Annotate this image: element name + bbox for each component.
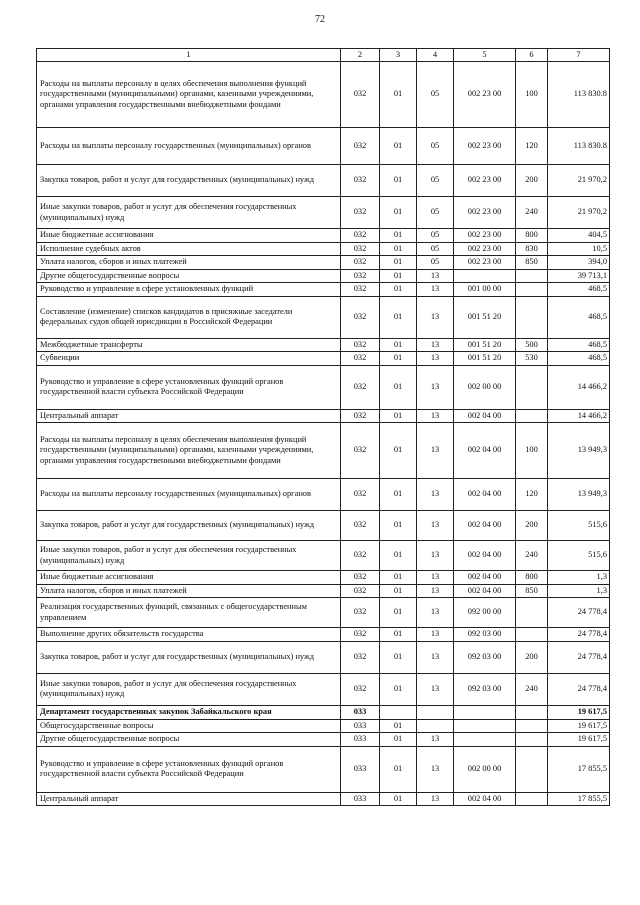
table-row xyxy=(37,229,610,243)
row-amount: 19 617,5 xyxy=(548,719,610,733)
row-amount: 39 713,1 xyxy=(548,269,610,283)
row-description: Центральный аппарат xyxy=(37,409,341,423)
row-code-admin: 032 xyxy=(341,541,380,571)
row-code-admin: 032 xyxy=(341,365,380,409)
row-code-expense-type: 100 xyxy=(516,423,548,479)
table-body xyxy=(37,62,610,806)
table-row xyxy=(37,479,610,511)
row-code-target: 002 23 00 xyxy=(454,165,516,197)
row-amount: 24 778,4 xyxy=(548,641,610,673)
row-code-expense-type: 100 xyxy=(516,62,548,128)
row-code-expense-type xyxy=(516,283,548,297)
row-amount: 468,5 xyxy=(548,283,610,297)
row-amount: 19 617,5 xyxy=(548,705,610,719)
row-code-target: 002 04 00 xyxy=(454,511,516,541)
row-code-expense-type xyxy=(516,719,548,733)
row-code-target: 002 04 00 xyxy=(454,479,516,511)
row-code-admin: 032 xyxy=(341,584,380,598)
row-description: Руководство и управление в сфере установленных функций органов государственной власти субъекта Российской Федерации xyxy=(37,746,341,792)
row-amount: 1,3 xyxy=(548,571,610,585)
row-code-section: 01 xyxy=(380,598,417,628)
row-description: Общегосударственные вопросы xyxy=(37,719,341,733)
row-code-expense-type: 240 xyxy=(516,541,548,571)
row-code-target: 002 23 00 xyxy=(454,128,516,165)
row-description: Расходы на выплаты персоналу государственных (муниципальных) органов xyxy=(37,479,341,511)
row-code-admin: 032 xyxy=(341,409,380,423)
row-code-section: 01 xyxy=(380,746,417,792)
row-description: Иные бюджетные ассигнования xyxy=(37,571,341,585)
row-description: Иные закупки товаров, работ и услуг для обеспечения государственных (муниципальных) нужд xyxy=(37,541,341,571)
row-code-expense-type xyxy=(516,365,548,409)
row-code-subsection xyxy=(417,719,454,733)
row-amount: 24 778,4 xyxy=(548,598,610,628)
row-code-section: 01 xyxy=(380,479,417,511)
row-code-section: 01 xyxy=(380,165,417,197)
row-code-section xyxy=(380,705,417,719)
row-code-target: 002 23 00 xyxy=(454,62,516,128)
row-amount: 515,6 xyxy=(548,541,610,571)
row-code-admin: 033 xyxy=(341,719,380,733)
row-code-section: 01 xyxy=(380,792,417,806)
row-code-section: 01 xyxy=(380,365,417,409)
budget-table xyxy=(36,48,610,806)
row-amount: 14 466,2 xyxy=(548,409,610,423)
row-code-target: 002 23 00 xyxy=(454,256,516,270)
row-code-target: 002 04 00 xyxy=(454,571,516,585)
row-code-section: 01 xyxy=(380,62,417,128)
row-code-subsection: 05 xyxy=(417,256,454,270)
row-code-subsection: 13 xyxy=(417,479,454,511)
row-code-target: 001 00 00 xyxy=(454,283,516,297)
row-code-target xyxy=(454,269,516,283)
row-code-section: 01 xyxy=(380,229,417,243)
row-amount: 1,3 xyxy=(548,584,610,598)
row-description: Другие общегосударственные вопросы xyxy=(37,269,341,283)
row-code-subsection: 05 xyxy=(417,165,454,197)
row-code-expense-type xyxy=(516,269,548,283)
row-code-expense-type: 240 xyxy=(516,197,548,229)
table-row xyxy=(37,571,610,585)
row-code-section: 01 xyxy=(380,352,417,366)
row-code-target: 002 04 00 xyxy=(454,792,516,806)
table-row xyxy=(37,792,610,806)
row-code-admin: 032 xyxy=(341,229,380,243)
table-row xyxy=(37,197,610,229)
row-code-section: 01 xyxy=(380,541,417,571)
row-description: Расходы на выплаты персоналу государственных (муниципальных) органов xyxy=(37,128,341,165)
row-description: Межбюджетные трансферты xyxy=(37,338,341,352)
row-code-subsection: 13 xyxy=(417,746,454,792)
table-row xyxy=(37,541,610,571)
row-code-section: 01 xyxy=(380,409,417,423)
row-description: Закупка товаров, работ и услуг для государственных (муниципальных) нужд xyxy=(37,641,341,673)
row-code-subsection: 13 xyxy=(417,365,454,409)
row-description: Другие общегосударственные вопросы xyxy=(37,733,341,747)
row-code-target: 002 04 00 xyxy=(454,423,516,479)
row-code-expense-type: 500 xyxy=(516,338,548,352)
row-code-section: 01 xyxy=(380,296,417,338)
row-code-target: 002 04 00 xyxy=(454,541,516,571)
row-code-target: 002 04 00 xyxy=(454,409,516,423)
row-description: Руководство и управление в сфере установленных функций xyxy=(37,283,341,297)
row-code-section: 01 xyxy=(380,641,417,673)
table-row xyxy=(37,256,610,270)
row-amount: 21 970,2 xyxy=(548,165,610,197)
table-row xyxy=(37,128,610,165)
table-row xyxy=(37,641,610,673)
row-code-admin: 032 xyxy=(341,479,380,511)
row-code-section: 01 xyxy=(380,584,417,598)
table-row xyxy=(37,338,610,352)
header-col-4: 4 xyxy=(417,49,454,62)
row-code-subsection: 13 xyxy=(417,283,454,297)
row-amount: 17 855,5 xyxy=(548,746,610,792)
row-amount: 17 855,5 xyxy=(548,792,610,806)
row-code-admin: 032 xyxy=(341,673,380,705)
row-code-expense-type xyxy=(516,296,548,338)
row-code-admin: 032 xyxy=(341,283,380,297)
row-code-section: 01 xyxy=(380,733,417,747)
table-row xyxy=(37,628,610,642)
row-code-subsection: 13 xyxy=(417,409,454,423)
row-code-section: 01 xyxy=(380,719,417,733)
row-amount: 14 466,2 xyxy=(548,365,610,409)
row-code-admin: 032 xyxy=(341,197,380,229)
row-code-subsection: 05 xyxy=(417,242,454,256)
row-code-section: 01 xyxy=(380,269,417,283)
row-code-target: 092 03 00 xyxy=(454,673,516,705)
table-row xyxy=(37,62,610,128)
row-code-admin: 032 xyxy=(341,628,380,642)
row-code-expense-type: 800 xyxy=(516,229,548,243)
row-code-expense-type: 120 xyxy=(516,128,548,165)
row-code-subsection: 13 xyxy=(417,733,454,747)
row-code-admin: 032 xyxy=(341,598,380,628)
row-amount: 468,5 xyxy=(548,296,610,338)
row-code-subsection: 05 xyxy=(417,229,454,243)
table-row xyxy=(37,409,610,423)
row-code-expense-type: 200 xyxy=(516,165,548,197)
table-row xyxy=(37,598,610,628)
row-code-section: 01 xyxy=(380,338,417,352)
row-code-admin: 032 xyxy=(341,62,380,128)
row-description: Уплата налогов, сборов и иных платежей xyxy=(37,584,341,598)
row-code-admin: 032 xyxy=(341,641,380,673)
row-code-target: 002 00 00 xyxy=(454,746,516,792)
row-code-expense-type: 200 xyxy=(516,641,548,673)
row-code-admin: 033 xyxy=(341,705,380,719)
row-code-subsection: 13 xyxy=(417,269,454,283)
row-code-subsection: 13 xyxy=(417,628,454,642)
header-col-5: 5 xyxy=(454,49,516,62)
row-description: Реализация государственных функций, связанных с общегосударственным управлением xyxy=(37,598,341,628)
row-description: Расходы на выплаты персоналу в целях обеспечения выполнения функций государственными (муниципальными) органами, казенными учреждениями, органами управления государственными внебюджетными фондами xyxy=(37,62,341,128)
row-code-subsection: 05 xyxy=(417,197,454,229)
row-code-section: 01 xyxy=(380,283,417,297)
row-code-target: 092 03 00 xyxy=(454,628,516,642)
row-description: Закупка товаров, работ и услуг для государственных (муниципальных) нужд xyxy=(37,165,341,197)
row-amount: 24 778,4 xyxy=(548,673,610,705)
row-code-target: 001 51 20 xyxy=(454,338,516,352)
row-amount: 113 830.8 xyxy=(548,62,610,128)
table-row xyxy=(37,365,610,409)
row-code-target: 002 23 00 xyxy=(454,197,516,229)
header-col-3: 3 xyxy=(380,49,417,62)
row-description: Выполнение других обязательств государства xyxy=(37,628,341,642)
row-amount: 24 778,4 xyxy=(548,628,610,642)
row-code-target xyxy=(454,733,516,747)
row-code-section: 01 xyxy=(380,128,417,165)
row-description: Иные закупки товаров, работ и услуг для обеспечения государственных (муниципальных) нужд xyxy=(37,197,341,229)
row-code-expense-type xyxy=(516,409,548,423)
row-description: Составление (изменение) списков кандидатов в присяжные заседатели федеральных судов общей юрисдикции в Российской Федерации xyxy=(37,296,341,338)
row-amount: 13 949,3 xyxy=(548,479,610,511)
row-code-subsection: 13 xyxy=(417,571,454,585)
row-code-section: 01 xyxy=(380,197,417,229)
row-code-subsection: 13 xyxy=(417,352,454,366)
table-row xyxy=(37,719,610,733)
row-description: Субвенции xyxy=(37,352,341,366)
row-code-admin: 032 xyxy=(341,352,380,366)
row-code-target: 001 51 20 xyxy=(454,352,516,366)
row-description: Расходы на выплаты персоналу в целях обеспечения выполнения функций государственными (муниципальными) органами, казенными учреждениями, органами управления государственными внебюджетными фондами xyxy=(37,423,341,479)
row-amount: 404,5 xyxy=(548,229,610,243)
table-row xyxy=(37,733,610,747)
row-amount: 468,5 xyxy=(548,338,610,352)
row-description: Иные закупки товаров, работ и услуг для обеспечения государственных (муниципальных) нужд xyxy=(37,673,341,705)
row-code-admin: 032 xyxy=(341,256,380,270)
row-code-expense-type: 800 xyxy=(516,571,548,585)
row-code-expense-type xyxy=(516,792,548,806)
row-amount: 113 830.8 xyxy=(548,128,610,165)
header-col-2: 2 xyxy=(341,49,380,62)
header-row xyxy=(37,49,610,62)
row-code-expense-type: 850 xyxy=(516,256,548,270)
row-code-expense-type xyxy=(516,598,548,628)
row-code-admin: 032 xyxy=(341,511,380,541)
page-number: 72 xyxy=(315,14,325,25)
row-code-subsection: 13 xyxy=(417,584,454,598)
row-code-target: 002 23 00 xyxy=(454,229,516,243)
row-code-expense-type: 240 xyxy=(516,673,548,705)
row-code-admin: 032 xyxy=(341,296,380,338)
header-col-7: 7 xyxy=(548,49,610,62)
row-code-section: 01 xyxy=(380,673,417,705)
table-row xyxy=(37,705,610,719)
table-row xyxy=(37,242,610,256)
row-code-section: 01 xyxy=(380,628,417,642)
row-code-subsection xyxy=(417,705,454,719)
row-code-expense-type xyxy=(516,628,548,642)
row-description: Закупка товаров, работ и услуг для государственных (муниципальных) нужд xyxy=(37,511,341,541)
row-code-expense-type: 830 xyxy=(516,242,548,256)
table-row xyxy=(37,352,610,366)
row-code-subsection: 13 xyxy=(417,792,454,806)
row-code-section: 01 xyxy=(380,511,417,541)
row-code-target: 092 03 00 xyxy=(454,641,516,673)
row-code-admin: 032 xyxy=(341,165,380,197)
row-code-target: 002 00 00 xyxy=(454,365,516,409)
row-amount: 19 617,5 xyxy=(548,733,610,747)
header-col-6: 6 xyxy=(516,49,548,62)
row-code-subsection: 05 xyxy=(417,128,454,165)
row-code-subsection: 13 xyxy=(417,296,454,338)
row-code-target: 092 00 00 xyxy=(454,598,516,628)
row-code-expense-type xyxy=(516,746,548,792)
row-code-target: 002 23 00 xyxy=(454,242,516,256)
row-description: Центральный аппарат xyxy=(37,792,341,806)
row-description: Уплата налогов, сборов и иных платежей xyxy=(37,256,341,270)
row-code-section: 01 xyxy=(380,423,417,479)
table-row xyxy=(37,746,610,792)
row-code-target xyxy=(454,719,516,733)
table-row xyxy=(37,673,610,705)
row-code-admin: 033 xyxy=(341,746,380,792)
row-code-subsection: 13 xyxy=(417,511,454,541)
table-row xyxy=(37,296,610,338)
table-row xyxy=(37,511,610,541)
table-row xyxy=(37,423,610,479)
row-description: Исполнение судебных актов xyxy=(37,242,341,256)
row-code-expense-type: 200 xyxy=(516,511,548,541)
row-code-section: 01 xyxy=(380,256,417,270)
row-code-subsection: 13 xyxy=(417,598,454,628)
row-code-admin: 032 xyxy=(341,242,380,256)
row-code-section: 01 xyxy=(380,242,417,256)
header-col-1: 1 xyxy=(37,49,341,62)
row-code-admin: 032 xyxy=(341,338,380,352)
row-code-admin: 032 xyxy=(341,269,380,283)
row-code-subsection: 13 xyxy=(417,338,454,352)
table-row xyxy=(37,283,610,297)
row-amount: 468,5 xyxy=(548,352,610,366)
row-code-expense-type xyxy=(516,705,548,719)
row-code-expense-type: 120 xyxy=(516,479,548,511)
row-code-expense-type: 850 xyxy=(516,584,548,598)
row-code-target: 002 04 00 xyxy=(454,584,516,598)
table-row xyxy=(37,584,610,598)
row-description: Иные бюджетные ассигнования xyxy=(37,229,341,243)
row-code-admin: 032 xyxy=(341,128,380,165)
row-description: Руководство и управление в сфере установленных функций органов государственной власти субъекта Российской Федерации xyxy=(37,365,341,409)
row-code-subsection: 13 xyxy=(417,423,454,479)
row-code-admin: 032 xyxy=(341,571,380,585)
row-code-subsection: 13 xyxy=(417,541,454,571)
row-amount: 10,5 xyxy=(548,242,610,256)
table-row xyxy=(37,165,610,197)
row-code-admin: 033 xyxy=(341,733,380,747)
row-amount: 13 949,3 xyxy=(548,423,610,479)
row-amount: 394,0 xyxy=(548,256,610,270)
row-code-admin: 033 xyxy=(341,792,380,806)
row-amount: 21 970,2 xyxy=(548,197,610,229)
row-amount: 515,6 xyxy=(548,511,610,541)
row-code-subsection: 05 xyxy=(417,62,454,128)
row-code-target xyxy=(454,705,516,719)
row-code-section: 01 xyxy=(380,571,417,585)
row-code-expense-type: 530 xyxy=(516,352,548,366)
row-description: Департамент государственных закупок Забайкальского края xyxy=(37,705,341,719)
row-code-subsection: 13 xyxy=(417,641,454,673)
table-row xyxy=(37,269,610,283)
row-code-admin: 032 xyxy=(341,423,380,479)
row-code-subsection: 13 xyxy=(417,673,454,705)
row-code-expense-type xyxy=(516,733,548,747)
row-code-target: 001 51 20 xyxy=(454,296,516,338)
